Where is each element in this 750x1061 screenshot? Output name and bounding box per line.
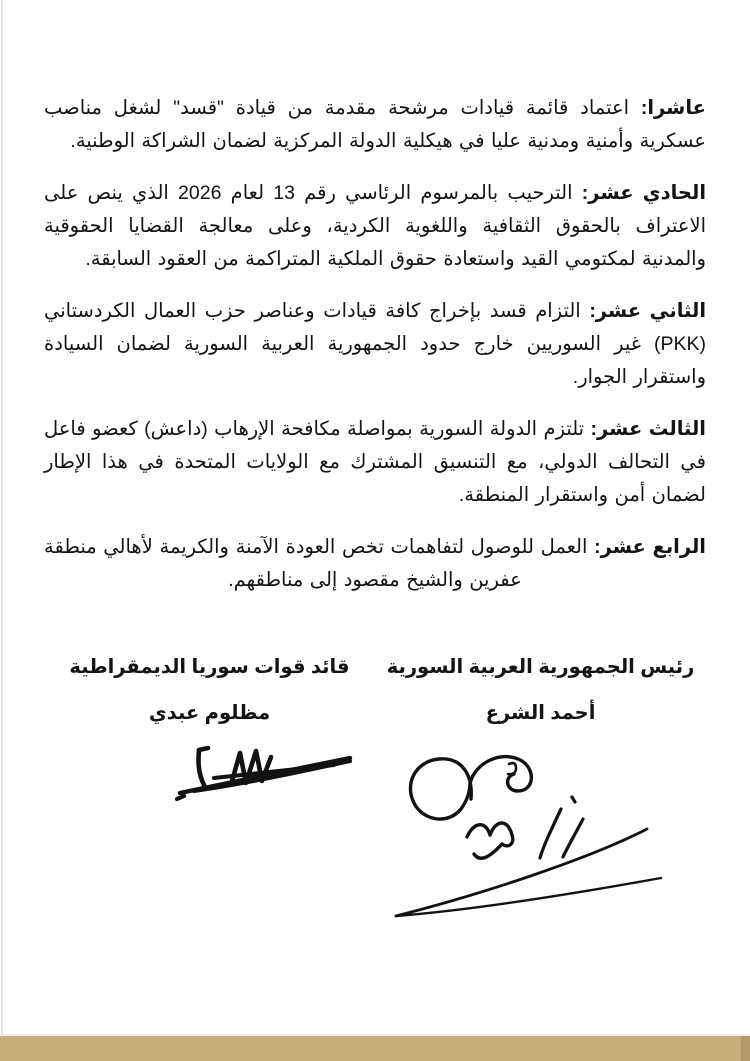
paragraph-twelfth bbox=[44, 295, 706, 394]
commander-title: قائد قوات سوريا الديمقراطية bbox=[69, 656, 350, 678]
paragraph-twelfth-text: التزام قسد بإخراج كافة قيادات وعناصر حزب العمال الكردستاني (PKK) غير السوريين خارج حدود الجمهورية العربية السورية لضمان السيادة واستقرار الجوار. bbox=[44, 300, 706, 388]
commander-name: مظلوم عبدي bbox=[148, 702, 271, 724]
paragraph-fourteenth bbox=[44, 531, 706, 597]
signature-section bbox=[44, 655, 706, 932]
ahmed-al-sharaa-signature-icon bbox=[374, 737, 664, 927]
commander-signature-image bbox=[174, 741, 356, 810]
mazloum-abdi-signature-icon bbox=[174, 741, 356, 805]
paragraph-fourteenth-text: العمل للوصول لتفاهمات تخص العودة الآمنة والكريمة لأهالي منطقة عفرين والشيخ مقصود إلى مناطقهم. bbox=[44, 536, 588, 591]
president-title: رئيس الجمهورية العربية السورية bbox=[386, 656, 695, 678]
page-edge-line bbox=[1, 0, 3, 1036]
president-name: أحمد الشرع bbox=[485, 702, 596, 724]
paragraph-eleventh bbox=[44, 177, 706, 276]
paragraph-tenth-text: اعتماد قائمة قيادات مرشحة مقدمة من قيادة "قسد" لشغل مناصب عسكرية وأمنية ومدنية عليا في هيكلية الدولة المركزية لضمان الشراكة الوطنية. bbox=[44, 97, 706, 152]
paragraph-tenth bbox=[44, 92, 706, 158]
commander-signature-block bbox=[44, 655, 375, 932]
president-signature-image bbox=[374, 737, 664, 932]
president-signature-block bbox=[375, 655, 706, 932]
paragraph-twelfth-label: الثاني عشر: bbox=[589, 300, 707, 322]
paragraph-thirteenth-label: الثالث عشر: bbox=[590, 418, 706, 440]
footer-band bbox=[0, 1034, 750, 1061]
paragraph-thirteenth-text: تلتزم الدولة السورية بمواصلة مكافحة الإرهاب (داعش) كعضو فاعل في التحالف الدولي، مع التنسيق المشترك مع الولايات المتحدة في هذا الإطار لضمان أمن واستقرار المنطقة. bbox=[43, 418, 706, 506]
paragraph-thirteenth bbox=[44, 413, 706, 512]
paragraph-tenth-label: عاشرا: bbox=[640, 97, 706, 119]
paragraph-eleventh-text: الترحيب بالمرسوم الرئاسي رقم 13 لعام 2026 الذي ينص على الاعتراف بالحقوق الثقافية واللغوية الكردية، وعلى معالجة القضايا الحقوقية والمدنية لمكتومي القيد واستعادة حقوق الملكية المتراكمة من العقود السابقة. bbox=[44, 182, 706, 270]
paragraph-fourteenth-label: الرابع عشر: bbox=[594, 536, 706, 558]
paragraph-eleventh-label: الحادي عشر: bbox=[581, 182, 706, 204]
